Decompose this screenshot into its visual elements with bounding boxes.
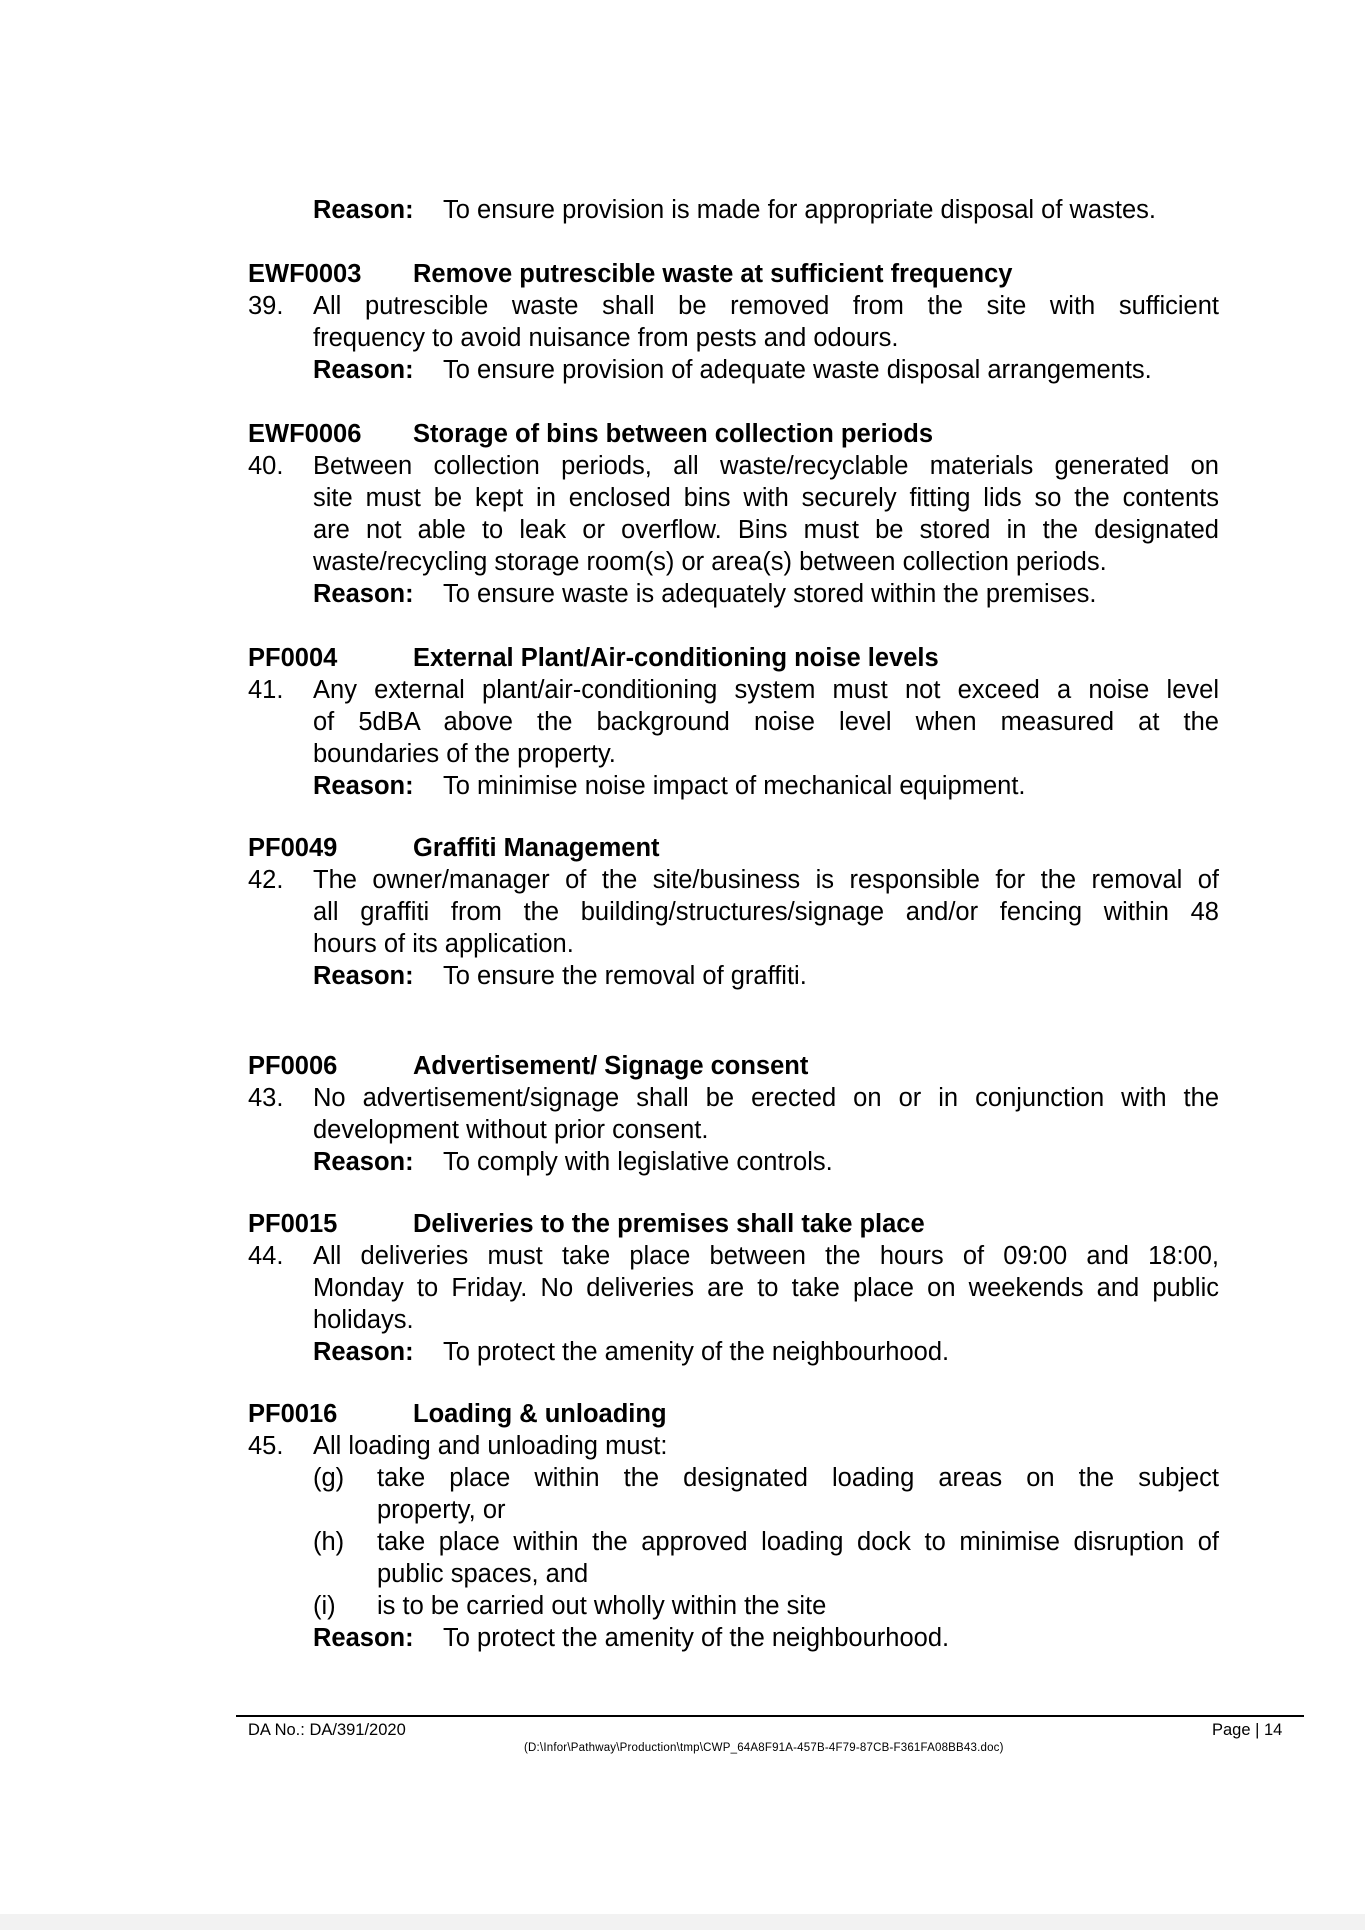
condition-number: 42. [248, 866, 284, 894]
condition-title: Graffiti Management [413, 834, 660, 862]
condition-number: 40. [248, 452, 284, 480]
page-bottom-edge [0, 1914, 1365, 1930]
condition-number: 41. [248, 676, 284, 704]
condition-body-line: of 5dBA above the background noise level when measured at the [313, 708, 1219, 736]
reason-text: To minimise noise impact of mechanical equipment. [443, 772, 1026, 800]
footer-file-path: (D:\Infor\Pathway\Production\tmp\CWP_64A8F91A-457B-4F79-87CB-F361FA08BB43.doc) [524, 1742, 1004, 1754]
condition-title: Loading & unloading [413, 1400, 667, 1428]
condition-body-line: All deliveries must take place between the hours of 09:00 and 18:00, [313, 1242, 1219, 1270]
reason-text: To protect the amenity of the neighbourhood. [443, 1624, 950, 1652]
condition-body-line: holidays. [313, 1306, 414, 1334]
condition-number: 39. [248, 292, 284, 320]
condition-code: EWF0003 [248, 260, 362, 288]
condition-body-line: are not able to leak or overflow. Bins must be stored in the designated [313, 516, 1219, 544]
condition-body-line: frequency to avoid nuisance from pests and odours. [313, 324, 899, 352]
sub-item-line: public spaces, and [377, 1560, 589, 1588]
sub-item-line: take place within the approved loading dock to minimise disruption of [377, 1528, 1219, 1556]
reason-label: Reason: [313, 962, 414, 990]
reason-label: Reason: [313, 772, 414, 800]
condition-body-line: all graffiti from the building/structures/signage and/or fencing within 48 [313, 898, 1219, 926]
reason-label: Reason: [313, 1624, 414, 1652]
condition-body-line: hours of its application. [313, 930, 574, 958]
condition-title: Deliveries to the premises shall take place [413, 1210, 925, 1238]
reason-label: Reason: [313, 356, 414, 384]
condition-code: EWF0006 [248, 420, 362, 448]
reason-text: To ensure provision is made for appropriate disposal of wastes. [443, 196, 1156, 224]
sub-item-label: (h) [313, 1528, 345, 1556]
condition-number: 44. [248, 1242, 284, 1270]
condition-code: PF0016 [248, 1400, 338, 1428]
condition-code: PF0006 [248, 1052, 338, 1080]
reason-text: To ensure waste is adequately stored within the premises. [443, 580, 1097, 608]
condition-title: Remove putrescible waste at sufficient frequency [413, 260, 1013, 288]
reason-text: To protect the amenity of the neighbourhood. [443, 1338, 950, 1366]
sub-item-line: is to be carried out wholly within the site [377, 1592, 827, 1620]
condition-body-line: boundaries of the property. [313, 740, 616, 768]
reason-label: Reason: [313, 196, 414, 224]
condition-title: Advertisement/ Signage consent [413, 1052, 809, 1080]
condition-body-line: Any external plant/air-conditioning system must not exceed a noise level [313, 676, 1219, 704]
sub-item-label: (i) [313, 1592, 336, 1620]
condition-body-line: Monday to Friday. No deliveries are to take place on weekends and public [313, 1274, 1219, 1302]
footer-da-number: DA No.: DA/391/2020 [248, 1721, 406, 1739]
condition-body-line: All putrescible waste shall be removed from the site with sufficient [313, 292, 1219, 320]
condition-code: PF0049 [248, 834, 338, 862]
condition-body-line: site must be kept in enclosed bins with securely fitting lids so the contents [313, 484, 1219, 512]
footer-divider [236, 1715, 1304, 1717]
condition-title: External Plant/Air-conditioning noise levels [413, 644, 939, 672]
reason-text: To ensure the removal of graffiti. [443, 962, 807, 990]
condition-number: 45. [248, 1432, 284, 1460]
sub-item-line: take place within the designated loading areas on the subject [377, 1464, 1219, 1492]
condition-body-line: Between collection periods, all waste/recyclable materials generated on [313, 452, 1219, 480]
reason-label: Reason: [313, 1148, 414, 1176]
reason-label: Reason: [313, 1338, 414, 1366]
sub-item-line: property, or [377, 1496, 506, 1524]
condition-body-line: The owner/manager of the site/business is responsible for the removal of [313, 866, 1219, 894]
sub-item-label: (g) [313, 1464, 345, 1492]
reason-text: To ensure provision of adequate waste disposal arrangements. [443, 356, 1152, 384]
condition-body-line: development without prior consent. [313, 1116, 709, 1144]
reason-label: Reason: [313, 580, 414, 608]
condition-code: PF0004 [248, 644, 338, 672]
condition-number: 43. [248, 1084, 284, 1112]
condition-code: PF0015 [248, 1210, 338, 1238]
condition-title: Storage of bins between collection periods [413, 420, 933, 448]
footer-page-number: Page | 14 [1212, 1721, 1283, 1739]
reason-text: To comply with legislative controls. [443, 1148, 833, 1176]
condition-body-line: No advertisement/signage shall be erected on or in conjunction with the [313, 1084, 1219, 1112]
condition-body-line: waste/recycling storage room(s) or area(s) between collection periods. [313, 548, 1107, 576]
condition-body-line: All loading and unloading must: [313, 1432, 668, 1460]
